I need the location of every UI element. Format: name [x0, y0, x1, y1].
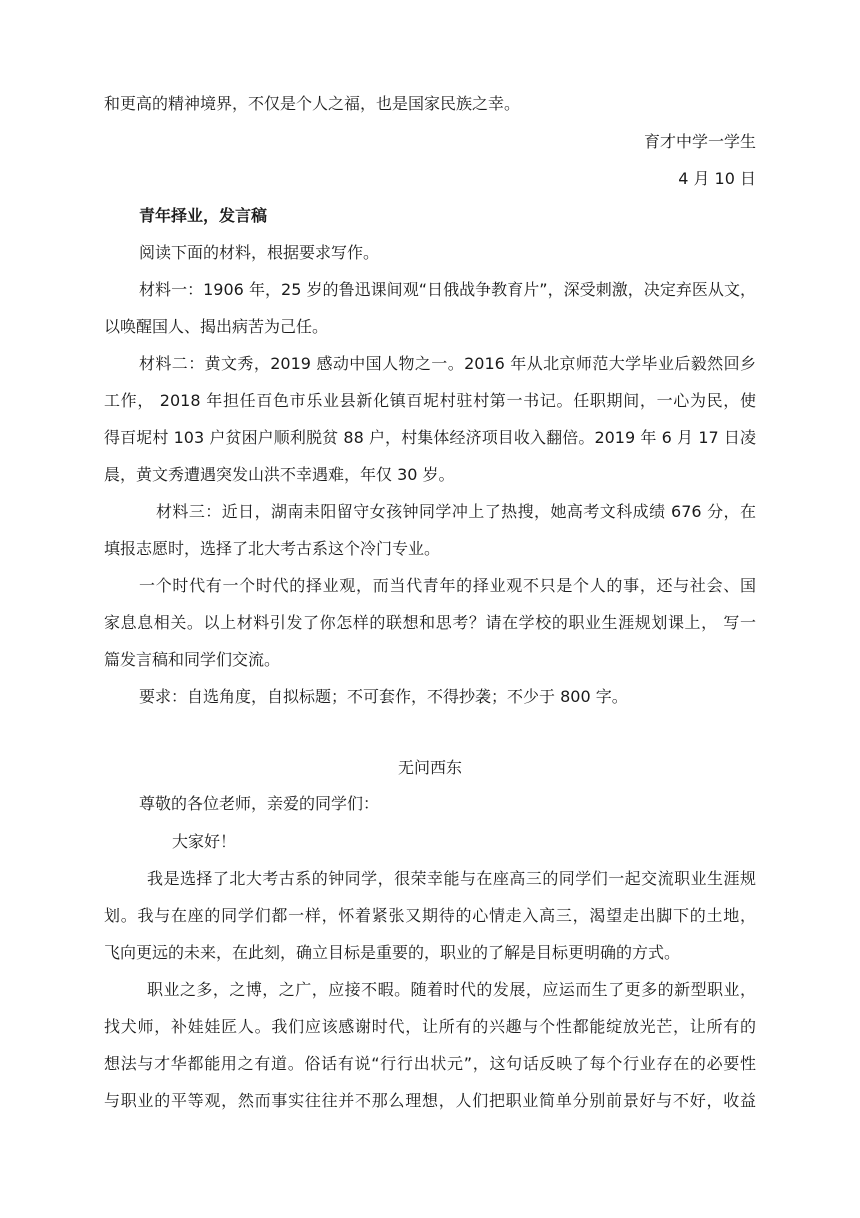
- date: 4 月 10 日: [678, 169, 756, 188]
- essay-para1-line: 我是选择了北大考古系的钟同学，很荣幸能与在座高三的同学们一起交流职业生涯规: [147, 869, 756, 888]
- essay-title: 无问西东: [397, 758, 462, 777]
- essay-para1-line: 划。我与在座的同学们都一样，怀着紧张又期待的心情走入高三，渴望走出脚下的土地，: [104, 906, 756, 925]
- task-line: 家息息相关。以上材料引发了你怎样的联想和思考？请在学校的职业生涯规划课上， 写一: [104, 613, 756, 632]
- greeting: 大家好！: [172, 832, 237, 851]
- requirement: 要求：自选角度，自拟标题；不可套作，不得抄袭；不少于 800 字。: [139, 687, 628, 706]
- material2-line: 晨，黄文秀遭遇突发山洪不幸遇难，年仅 30 岁。: [104, 465, 455, 484]
- prompt-title: 青年择业，发言稿: [139, 206, 268, 225]
- signature: 育才中学一学生: [643, 132, 756, 151]
- salutation: 尊敬的各位老师，亲爱的同学们：: [139, 794, 380, 813]
- material2-line: 材料二：黄文秀，2019 感动中国人物之一。2016 年从北京师范大学毕业后毅然回乡: [139, 354, 756, 373]
- material3-line: 填报志愿时，选择了北大考古系这个冷门专业。: [104, 539, 441, 558]
- material2-line: 工作， 2018 年担任百色市乐业县新化镇百坭村驻村第一书记。任职期间，一心为民，使: [104, 391, 756, 410]
- essay-para2-line: 想法与才华都能用之有道。俗话有说“行行出状元”，这句话反映了每个行业存在的必要性: [104, 1054, 756, 1073]
- carry-over-line: 和更高的精神境界，不仅是个人之福，也是国家民族之幸。: [104, 94, 521, 113]
- material1-line: 材料一：1906 年，25 岁的鲁迅课间观“日俄战争教育片”，深受刺激，决定弃医从文，: [139, 280, 756, 299]
- essay-para2-line: 找犬师，补娃娃匠人。我们应该感谢时代，让所有的兴趣与个性都能绽放光芒，让所有的: [104, 1017, 756, 1036]
- task-line: 篇发言稿和同学们交流。: [104, 650, 281, 669]
- material2-line: 得百坭村 103 户贫困户顺利脱贫 88 户，村集体经济项目收入翻倍。2019 年 6 月 17 日凌: [104, 428, 756, 447]
- essay-para1-line: 飞向更远的未来，在此刻，确立目标是重要的，职业的了解是目标更明确的方式。: [104, 943, 681, 962]
- essay-para2-line: 与职业的平等观，然而事实往往并不那么理想，人们把职业简单分别前景好与不好，收益: [104, 1091, 756, 1110]
- material1-line: 以唤醒国人、揭出病苦为己任。: [104, 317, 329, 336]
- essay-para2-line: 职业之多，之博，之广，应接不暇。随着时代的发展，应运而生了更多的新型职业，: [147, 980, 756, 999]
- prompt-intro: 阅读下面的材料，根据要求写作。: [139, 243, 380, 262]
- task-line: 一个时代有一个时代的择业观，而当代青年的择业观不只是个人的事，还与社会、国: [139, 576, 756, 595]
- material3-line: 材料三：近日，湖南耒阳留守女孩钟同学冲上了热搜，她高考文科成绩 676 分，在: [156, 502, 756, 521]
